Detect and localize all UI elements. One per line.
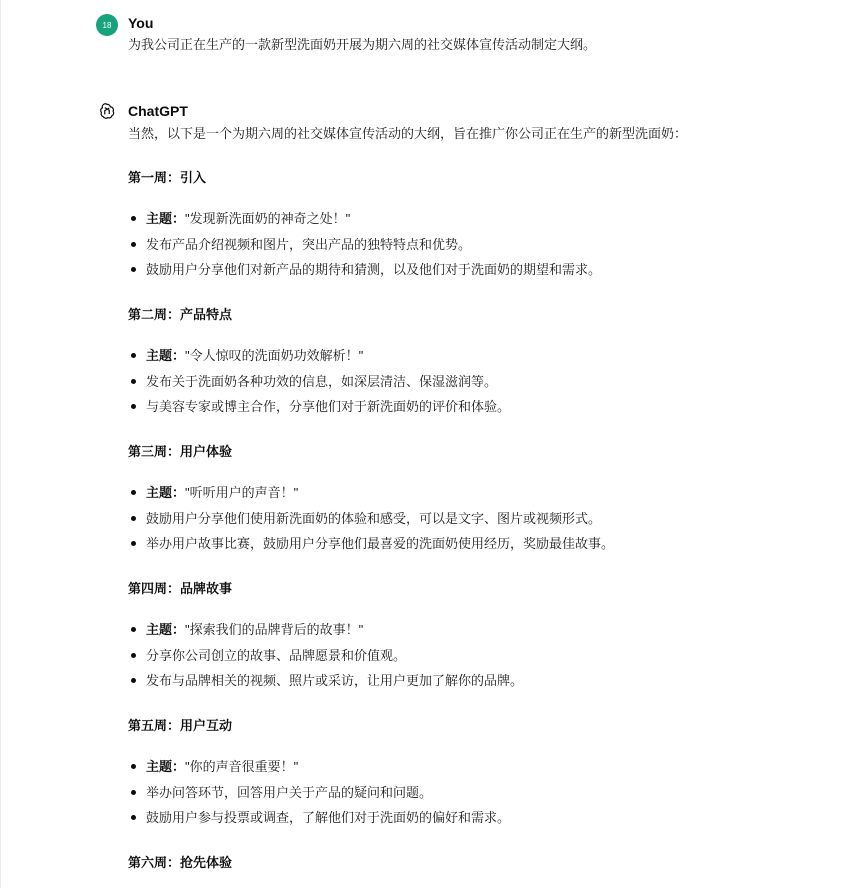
- user-avatar-text: 18: [102, 20, 112, 30]
- user-avatar: [96, 14, 118, 36]
- section-list: [128, 621, 828, 698]
- list-item: 举办用户故事比赛，鼓励用户分享他们最喜爱的洗面奶使用经历，奖励最佳故事。: [128, 535, 828, 561]
- theme-text: "你的声音很重要！": [185, 759, 299, 774]
- list-item: 鼓励用户分享他们使用新洗面奶的体验和感受，可以是文字、图片或视频形式。: [128, 510, 828, 536]
- theme-text: "听听用户的声音！": [185, 485, 299, 500]
- list-item: 鼓励用户分享他们对新产品的期待和猜测，以及他们对于洗面奶的期望和需求。: [128, 261, 828, 287]
- theme-label: 主题：: [146, 759, 186, 774]
- section-list: [128, 758, 828, 835]
- section-list: [128, 347, 828, 424]
- theme-text: "发现新洗面奶的神奇之处！": [185, 211, 351, 226]
- list-item: 发布关于洗面奶各种功效的信息，如深层清洁、保湿滋润等。: [128, 373, 828, 399]
- left-border: [0, 0, 1, 888]
- list-item: 与美容专家或博主合作，分享他们对于新洗面奶的评价和体验。: [128, 398, 828, 424]
- section-list: [128, 210, 828, 287]
- section-title: 第三周：用户体验: [128, 444, 233, 459]
- theme-label: 主题：: [146, 211, 186, 226]
- assistant-message: [96, 100, 828, 888]
- assistant-intro-text: 当然，以下是一个为期六周的社交媒体宣传活动的大纲，旨在推广你公司正在生产的新型洗面奶：: [128, 126, 688, 141]
- section-title: 第一周：引入: [128, 170, 207, 185]
- list-item: [128, 621, 828, 647]
- user-message-text: 为我公司正在生产的一款新型洗面奶开展为期六周的社交媒体宣传活动制定大纲。: [128, 37, 597, 52]
- theme-label: 主题：: [146, 622, 186, 637]
- section-title: 第四周：品牌故事: [128, 581, 233, 596]
- theme-text: "探索我们的品牌背后的故事！": [185, 622, 364, 637]
- user-author-name: You: [128, 15, 154, 31]
- chatgpt-logo-icon: [96, 100, 118, 122]
- list-item: [128, 484, 828, 510]
- list-item: [128, 210, 828, 236]
- list-item: [128, 758, 828, 784]
- theme-label: 主题：: [146, 348, 186, 363]
- list-item: [128, 347, 828, 373]
- list-item: 发布与品牌相关的视频、照片或采访，让用户更加了解你的品牌。: [128, 672, 828, 698]
- list-item: 分享你公司创立的故事、品牌愿景和价值观。: [128, 647, 828, 673]
- theme-label: 主题：: [146, 485, 186, 500]
- list-item: 举办问答环节，回答用户关于产品的疑问和问题。: [128, 784, 828, 810]
- section-list: [128, 484, 828, 561]
- list-item: 鼓励用户参与投票或调查，了解他们对于洗面奶的偏好和需求。: [128, 809, 828, 835]
- theme-text: "令人惊叹的洗面奶功效解析！": [185, 348, 364, 363]
- section-title: 第二周：产品特点: [128, 307, 233, 322]
- list-item: 发布产品介绍视频和图片，突出产品的独特特点和优势。: [128, 236, 828, 262]
- section-title: 第六周：抢先体验: [128, 855, 233, 870]
- assistant-author-name: ChatGPT: [128, 103, 188, 119]
- section-title: 第五周：用户互动: [128, 718, 233, 733]
